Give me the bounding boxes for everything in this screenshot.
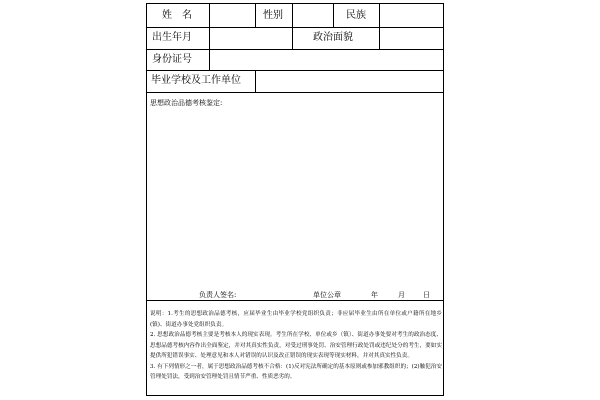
column-divider xyxy=(209,49,210,70)
month-label: 月 xyxy=(398,291,405,299)
ethnicity-label: 民族 xyxy=(346,10,366,21)
political-review-form xyxy=(146,3,444,396)
instructions-notes xyxy=(150,309,442,383)
birth-date-field[interactable] xyxy=(213,32,223,44)
column-divider xyxy=(333,4,334,27)
gender-field[interactable] xyxy=(296,10,306,22)
column-divider xyxy=(255,70,256,92)
assessment-field[interactable] xyxy=(149,110,441,290)
row-divider xyxy=(147,92,443,93)
day-label: 日 xyxy=(423,291,430,299)
political-status-label: 政治面貌 xyxy=(313,32,353,43)
political-status-field[interactable] xyxy=(383,32,393,44)
column-divider xyxy=(292,27,293,49)
id-number-field[interactable] xyxy=(213,54,223,66)
id-number-label: 身份证号 xyxy=(152,54,192,65)
row-divider xyxy=(147,300,443,301)
row-divider xyxy=(147,70,443,71)
column-divider xyxy=(379,4,380,27)
name-label: 姓 名 xyxy=(162,10,192,21)
name-field[interactable] xyxy=(213,10,223,22)
column-divider xyxy=(292,4,293,27)
ethnicity-field[interactable] xyxy=(383,10,393,22)
note-paragraph: 3. 有下列情形之一者，属于思想政治品德考核不合格：(1)反对宪法所确定的基本原则或参加邪教组织的；(2)触犯治安管理处罚法，受到治安管理处罚且情节严重、性质恶劣的。 xyxy=(150,363,442,380)
column-divider xyxy=(209,27,210,49)
school-workplace-field[interactable] xyxy=(259,75,269,87)
year-label: 年 xyxy=(371,291,378,299)
column-divider xyxy=(255,4,256,27)
column-divider xyxy=(209,4,210,27)
school-workplace-label: 毕业学校及工作单位 xyxy=(151,75,241,86)
responsible-signature-label: 负责人签名: xyxy=(199,291,237,299)
row-divider xyxy=(147,27,443,28)
row-divider xyxy=(147,49,443,50)
gender-label: 性别 xyxy=(263,10,283,21)
assessment-title: 思想政治品德考核鉴定: xyxy=(150,99,223,107)
column-divider xyxy=(379,27,380,49)
unit-seal-label: 单位公章 xyxy=(313,291,341,299)
note-paragraph: 2. 思想政治品德考核主要是考核本人的现实表现。考生所在学校、单位或乡（镇）、街道办事处要对考生的政治态度、思想品德考核内容作出全面鉴定，并对其真实性负责，对受过刑事处罚、治安管理行政处罚或违纪处分的考生，要如实提供所犯错误事实、处理意见和本人对错误的认识及改正错误的现实表现等现实材料，并对其真实性负责。 xyxy=(150,332,442,359)
birth-date-label: 出生年月 xyxy=(152,32,192,43)
note-paragraph: 说明：1.考生的思想政治品德考核，应届毕业生由毕业学校党组织负责；非应届毕业生由所在单位或户籍所在地乡(镇)、街道办事处党组织负责。 xyxy=(150,311,442,328)
